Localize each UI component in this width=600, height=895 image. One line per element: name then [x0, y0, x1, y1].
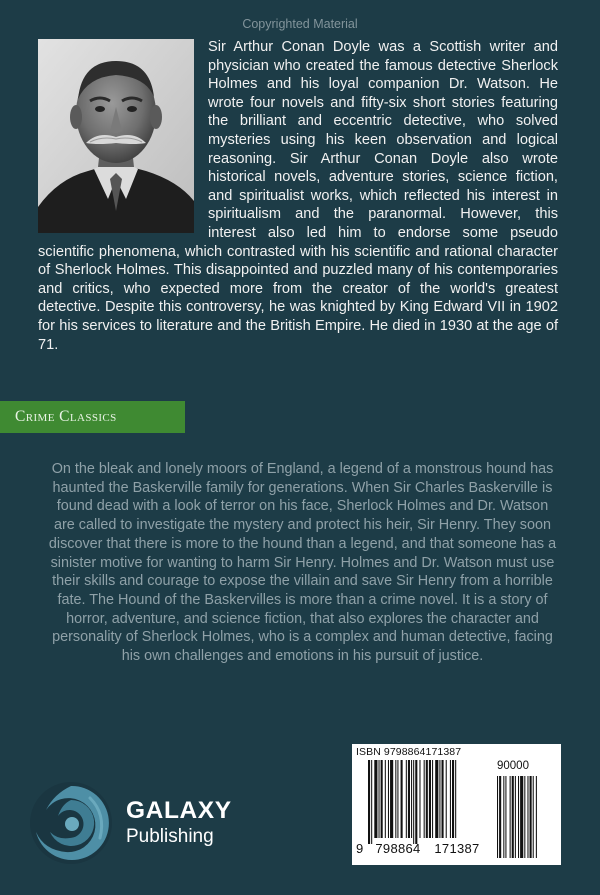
galaxy-swirl-icon: [28, 780, 114, 866]
genre-label: Crime Classics: [0, 401, 185, 433]
author-bio: [38, 38, 558, 354]
copyright-watermark: Copyrighted Material: [242, 17, 358, 31]
publisher-name: GALAXY: [126, 797, 232, 824]
barcode-first-digit: 9: [356, 841, 364, 856]
author-portrait: [38, 39, 194, 233]
author-bio-text: Sir Arthur Conan Doyle was a Scottish writer and physician who created the famous detective Sherlock Holmes and his loyal companion Dr. Watson. He wrote four novels and fifty-six short stories featuring the brilliant and eccentric detective, who solved mysteries using his keen observation and logical reasoning. Sir Arthur Conan Doyle also wrote historical novels, adventure stories, science fiction, and spiritualist works, which reflected his interest in spiritualism and the paranormal. However, this interest also led him to endorse some pseudo scientific phenomena, which contrasted with his scientific and rational character of Sherlock Holmes. This disappointed and puzzled many of his contemporaries and critics, who expected more from the creator of the world's greatest detective. Despite this controversy, he was knighted by King Edward VII in 1902 for his services to literature and the British Empire. He died in 1930 at the age of 71.: [38, 39, 558, 353]
author-portrait-image: [38, 39, 194, 233]
isbn-barcode: [352, 744, 561, 865]
isbn-label: ISBN 9798864171387: [356, 746, 462, 758]
publisher-tagline: Publishing: [126, 826, 214, 847]
book-blurb: On the bleak and lonely moors of England, a legend of a monstrous hound has haunted the Baskerville family for generations. When Sir Charles Baskerville is found dead with a look of terror on his face, Sherlock Holmes and Dr. Watson are called to investigate the mystery and protect his heir, Sir Henry. They soon discover that there is more to the hound than a legend, and that someone has a sinister motive for wanting to harm Sir Henry. Holmes and Dr. Watson must use their skills and courage to expose the villain and save Sir Henry from a horrible fate. The Hound of the Baskervilles is more than a crime novel. It is a story of horror, adventure, and science fiction, that also explores the character and personality of Sherlock Holmes, who is a complex and human detective, facing his own challenges and emotions in his pursuit of justice.: [48, 461, 557, 665]
barcode-left-digits: 798864: [375, 841, 421, 856]
barcode-right-digits: 171387: [434, 841, 480, 856]
price-code: 90000: [497, 760, 529, 772]
